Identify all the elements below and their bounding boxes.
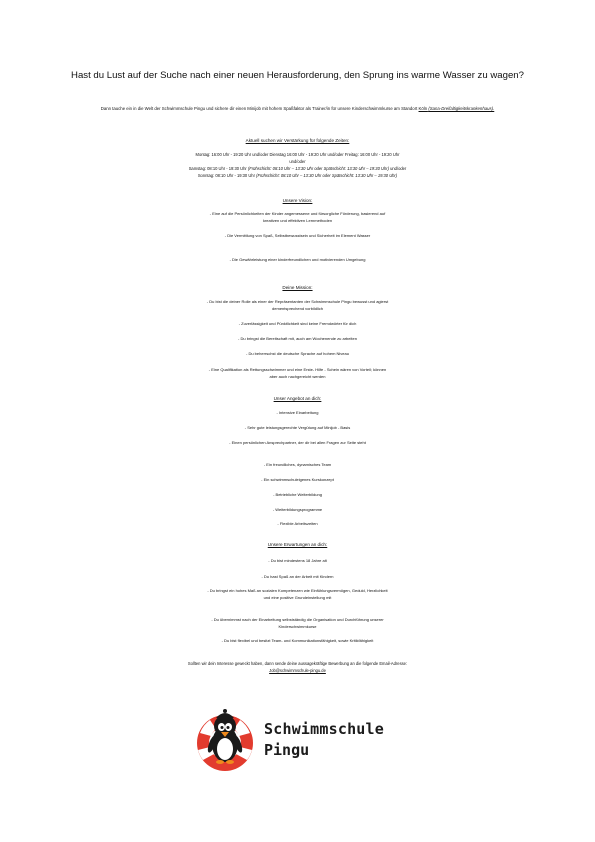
times-sunday: Sonntag: 08:10 Uhr - 19:30 Uhr: [197, 173, 255, 178]
times-weekdays-or: und/oder: [289, 159, 306, 164]
mission-item: - Du bringst die Bereitschaft mit, auch am Wochenende zu arbeiten: [238, 336, 357, 341]
expectations-item: - Du bist flexibel und besitzt Team- und Kommunikationsfähigkeit, sowie Kritikfähigkeit: [221, 638, 374, 643]
times-saturday: Samstag: 08:10 Uhr - 19:30 Uhr: [188, 166, 247, 171]
offer-item: - Weiterbildungsprogramme: [272, 507, 323, 512]
vision-item: - Die Vermittlung von Spaß, Selbstbewusstsein und Sicherheit im Element Wasser: [224, 233, 371, 238]
email-link[interactable]: Job@schwimmschule-pingu.de: [269, 668, 326, 673]
logo-text-line2: Pingu: [264, 741, 310, 759]
penguin-lifebuoy-icon: [190, 706, 260, 776]
company-logo: [190, 706, 410, 776]
vision-heading: Unsere Vision:: [282, 198, 313, 203]
offer-item: - Betriebliche Weiterbildung: [273, 492, 322, 497]
expectations-heading: Unsere Erwartungen an dich:: [267, 542, 328, 547]
offer-item: - Einen persönlichen Ansprechpartner, der dir bei allen Fragen zur Seite steht: [229, 440, 366, 445]
expectations-item: - Du hast Spaß an der Arbeit mit Kindern: [261, 574, 334, 579]
times-block: [150, 151, 445, 179]
offer-item: - Sehr gute leistungsgerechte Vergütung auf Minijob - Basis: [244, 425, 351, 430]
mission-heading: Deine Mission:: [282, 285, 313, 290]
mission-item: - Du bist die deiner Rolle als einer der Repräsentanten der Schwimmschule Pingu bewusst und agierst dementsprechend vorbildlich: [206, 299, 389, 312]
times-weekdays: Montag: 16:00 Uhr - 19:20 Uhr und/oder Dienstag 16:00 Uhr - 19:20 Uhr und/oder Freitag: 16:00 Uhr - 19:20 Uhr: [195, 152, 400, 157]
offer-item: - Ein freundliches, dynamisches Team: [263, 462, 332, 467]
offer-item: - Ein schwimmschuleigenes Kurskonzept: [261, 477, 334, 482]
times-saturday-or: und/oder: [390, 166, 407, 171]
times-sunday-line: [150, 172, 445, 179]
vision-item: - Eine auf die Persönlichkeiten der Kinder angemessene und fürsorgliche Förderung, basierend auf kreativen und effektiven Lernmethoden: [209, 211, 386, 224]
times-saturday-note: (Frühschicht: 08:10 Uhr – 13:30 Uhr oder Spätschicht: 13:30 Uhr – 19:30 Uhr): [247, 166, 389, 171]
page-title: Hast du Lust auf der Suche nach einer neuen Herausforderung, den Sprung ins warme Wasser zu wagen?: [71, 70, 524, 81]
location-city: Köln: [418, 106, 428, 111]
expectations-item: - Du übernimmst nach der Einarbeitung selbstständig die Organisation und Durchführung unserer Kinderschwimmkurse: [211, 617, 384, 630]
intro-paragraph: [58, 105, 537, 113]
offer-heading: Unser Angebot an dich:: [273, 396, 322, 401]
intro-text: Dann tauche ein in die Welt der Schwimmschule Pingu und sichere dir einen Minijob mit hohem Spaßfaktor als Trainer/in für unsere Kinderschwimmkurse am Standort: [100, 106, 418, 111]
mission-item: - Eine Qualifikation als Rettungsschwimmer und eine Erste- Hilfe - Schein wären von Vorteil; können aber auch nachgereicht werden: [208, 367, 387, 380]
offer-item: - Flexible Arbeitszeiten: [277, 521, 318, 526]
logo-text-line1: Schwimmschule: [264, 720, 384, 738]
location-text: [419, 106, 495, 111]
closing-paragraph: [140, 660, 455, 674]
times-heading: Aktuell suchen wir Verstärkung für folgende Zeiten:: [245, 138, 350, 143]
mission-item: - Zuverlässigkeit und Pünktlichkeit sind keine Fremdwörter für dich: [238, 321, 357, 326]
times-saturday-line: [150, 165, 445, 172]
offer-item: - Intensive Einarbeitung: [276, 410, 319, 415]
times-sunday-note: (Frühschicht: 08:10 Uhr – 13:30 Uhr oder Spätschicht: 13:30 Uhr – 19:30 Uhr): [256, 173, 398, 178]
expectations-item: - Du bringst ein hohes Maß an sozialen Kompetenzen wie Einfühlungsvermögen, Geduld, Herzlichkeit und eine positive Grundeinstellung mit: [207, 588, 388, 601]
location-note: (Sana-Dreifaltigkeitskrankenhaus).: [428, 106, 495, 111]
mission-item: - Du beherrschst die deutsche Sprache auf hohem Niveau: [246, 351, 349, 356]
expectations-item: - Du bist mindestens 18 Jahre alt: [268, 558, 327, 563]
vision-item: - Die Gewährleistung einer kinderfreundlichen und motivierenden Umgebung: [229, 257, 366, 262]
closing-text: Sollten wir dein Interesse geweckt haben, dann sende deine aussagekräftige Bewerbung an die folgende Email-Adresse:: [187, 661, 408, 666]
